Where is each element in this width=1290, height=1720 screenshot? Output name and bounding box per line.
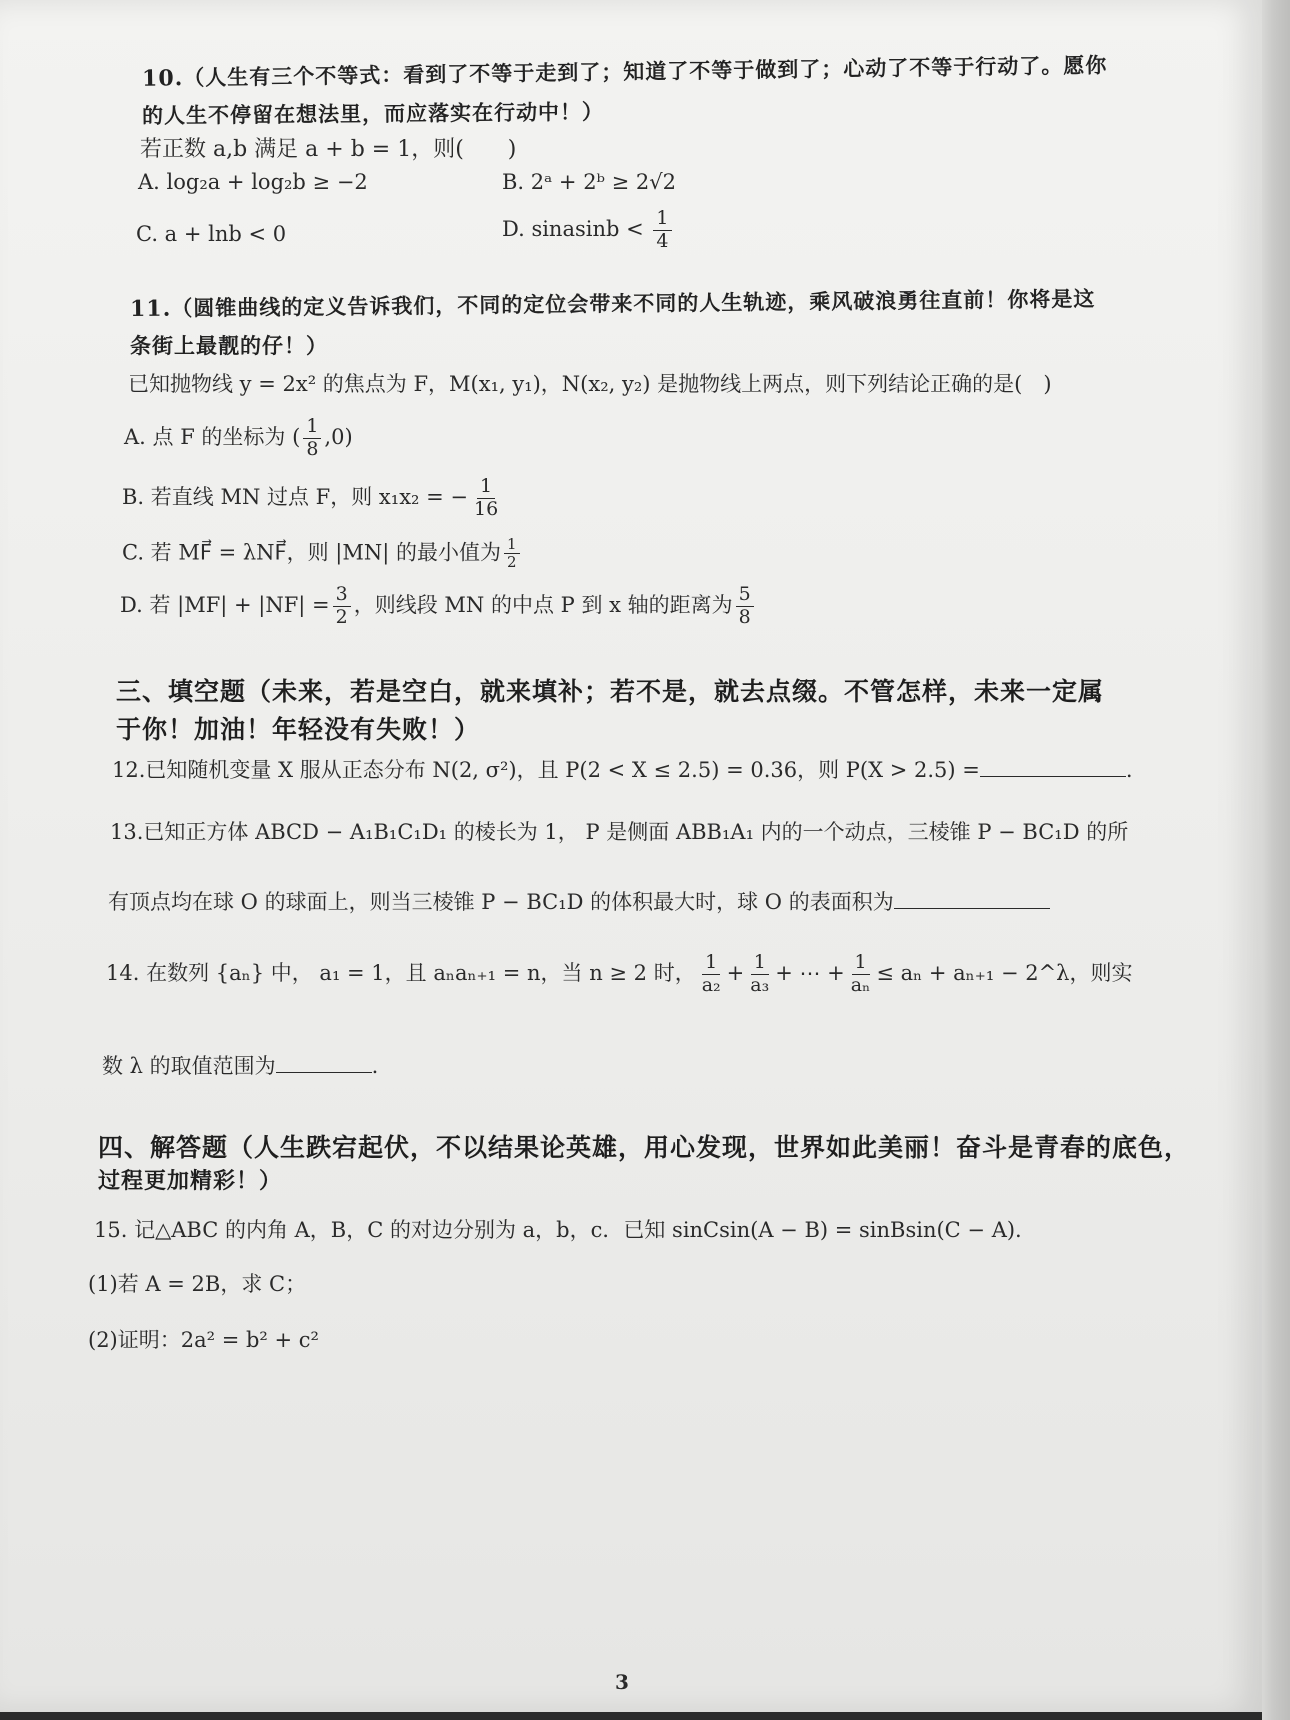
page-number: 3 xyxy=(615,1670,629,1694)
q11-option-a: A. 点 F 的坐标为 ( $\frac{1}{8}$ ,0) xyxy=(124,415,353,460)
q11-option-a-fraction: $\frac{1}{8}$ xyxy=(303,416,321,461)
q11-number: 11. xyxy=(129,295,172,323)
q11-option-b: B. 若直线 MN 过点 F，则 x₁x₂ = − $\frac{1}{16}$ xyxy=(122,476,504,521)
q13-line1: 13.已知正方体 ABCD − A₁B₁C₁D₁ 的棱长为 1， P 是侧面 ABB₁A₁ 内的一个动点，三棱锥 P − BC₁D 的所 xyxy=(110,820,1129,844)
q12-text: 12.已知随机变量 X 服从正态分布 N(2, σ²)，且 P(2 < X ≤ 2.5) = 0.36，则 P(X > 2.5) = . xyxy=(112,758,1133,782)
section4-title-line2: 过程更加精彩！） xyxy=(98,1168,283,1194)
q11-option-b-fraction: $\frac{1}{16}$ xyxy=(474,475,499,520)
q11-quote-line2: 条街上最靓的仔！） xyxy=(130,333,328,358)
q10-number: 10. xyxy=(141,65,184,92)
section3-title-line1: 三、填空题（未来，若是空白，就来填补；若不是，就去点缀。不管怎样，未来一定属 xyxy=(116,677,1105,706)
q13-answer-blank[interactable] xyxy=(894,908,1050,909)
q10-option-d-fraction: $\frac{1}{4}$ xyxy=(653,208,671,253)
page-edge xyxy=(1262,0,1290,1720)
q12-answer-blank[interactable] xyxy=(980,776,1126,777)
q11-option-c-fraction: $\frac{1}{2}$ xyxy=(504,536,520,572)
q10-option-c: C. a + lnb < 0 xyxy=(136,222,287,246)
q14-answer-blank[interactable] xyxy=(276,1072,372,1073)
q14-line1: 14. 在数列 {aₙ} 中， a₁ = 1，且 aₙaₙ₊₁ = n，当 n ≥ 2 时， $\frac{1}{\text{a₂}}$ + $\frac{1}{\text{a₃}}$ + ⋯ + $\frac{1}{\text{aₙ}}$ ≤ aₙ + aₙ₊₁ − 2^λ，则实 xyxy=(106,951,1133,996)
q10-quote-line2: 的人生不停留在想法里，而应落实在行动中！） xyxy=(141,98,605,129)
q11-option-d: D. 若 |MF| + |NF| = $\frac{3}{2}$ ，则线段 MN 的中点 P 到 x 轴的距离为 $\frac{5}{8}$ xyxy=(120,584,757,629)
q14-fraction-3: $\frac{1}{\text{aₙ}}$ xyxy=(850,951,871,996)
q15-part1: (1)若 A = 2B，求 C； xyxy=(88,1272,307,1296)
q15-stem: 15. 记△ABC 的内角 A，B，C 的对边分别为 a，b，c．已知 sinCsin(A − B) = sinBsin(C − A). xyxy=(94,1218,1022,1242)
q14-line2: 数 λ 的取值范围为 . xyxy=(102,1054,379,1078)
q11-option-d-fraction-1: $\frac{3}{2}$ xyxy=(333,584,351,629)
section4-title-line1: 四、解答题（人生跌宕起伏，不以结果论英雄，用心发现，世界如此美丽！奋斗是青春的底色， xyxy=(98,1133,1191,1162)
q13-line2: 有顶点均在球 O 的球面上，则当三棱锥 P − BC₁D 的体积最大时，球 O 的表面积为 xyxy=(108,886,1050,916)
q14-fraction-2: $\frac{1}{\text{a₃}}$ xyxy=(750,951,770,996)
section3-title-line2: 于你！加油！年轻没有失败！） xyxy=(116,715,481,744)
q15-part2: (2)证明：2a² = b² + c² xyxy=(88,1328,319,1352)
q11-quote-line1: 11.（圆锥曲线的定义告诉我们，不同的定位会带来不同的人生轨迹，乘风破浪勇往直前！你将是这 xyxy=(129,285,1096,323)
q11-option-c: C. 若 MF⃗ = λNF⃗，则 |MN| 的最小值为 $\frac{1}{2}$ xyxy=(122,536,523,572)
q14-fraction-1: $\frac{1}{\text{a₂}}$ xyxy=(701,951,721,996)
q11-stem: 已知抛物线 y = 2x² 的焦点为 F，M(x₁, y₁)，N(x₂, y₂) 是抛物线上两点，则下列结论正确的是( ) xyxy=(128,372,1052,396)
q10-option-b: B. 2ᵃ + 2ᵇ ≥ 2√2 xyxy=(502,170,676,194)
q10-option-a: A. log₂a + log₂b ≥ −2 xyxy=(138,170,368,194)
q10-quote-line1: 10.（人生有三个不等式：看到了不等于走到了；知道了不等于做到了；心动了不等于行动了。愿你 xyxy=(141,52,1108,92)
q11-option-d-fraction-2: $\frac{5}{8}$ xyxy=(736,584,754,629)
q10-stem: 若正数 a,b 满足 a + b = 1，则( ) xyxy=(140,137,517,162)
q10-option-d: D. sinasinb < $\frac{1}{4}$ xyxy=(502,208,675,253)
